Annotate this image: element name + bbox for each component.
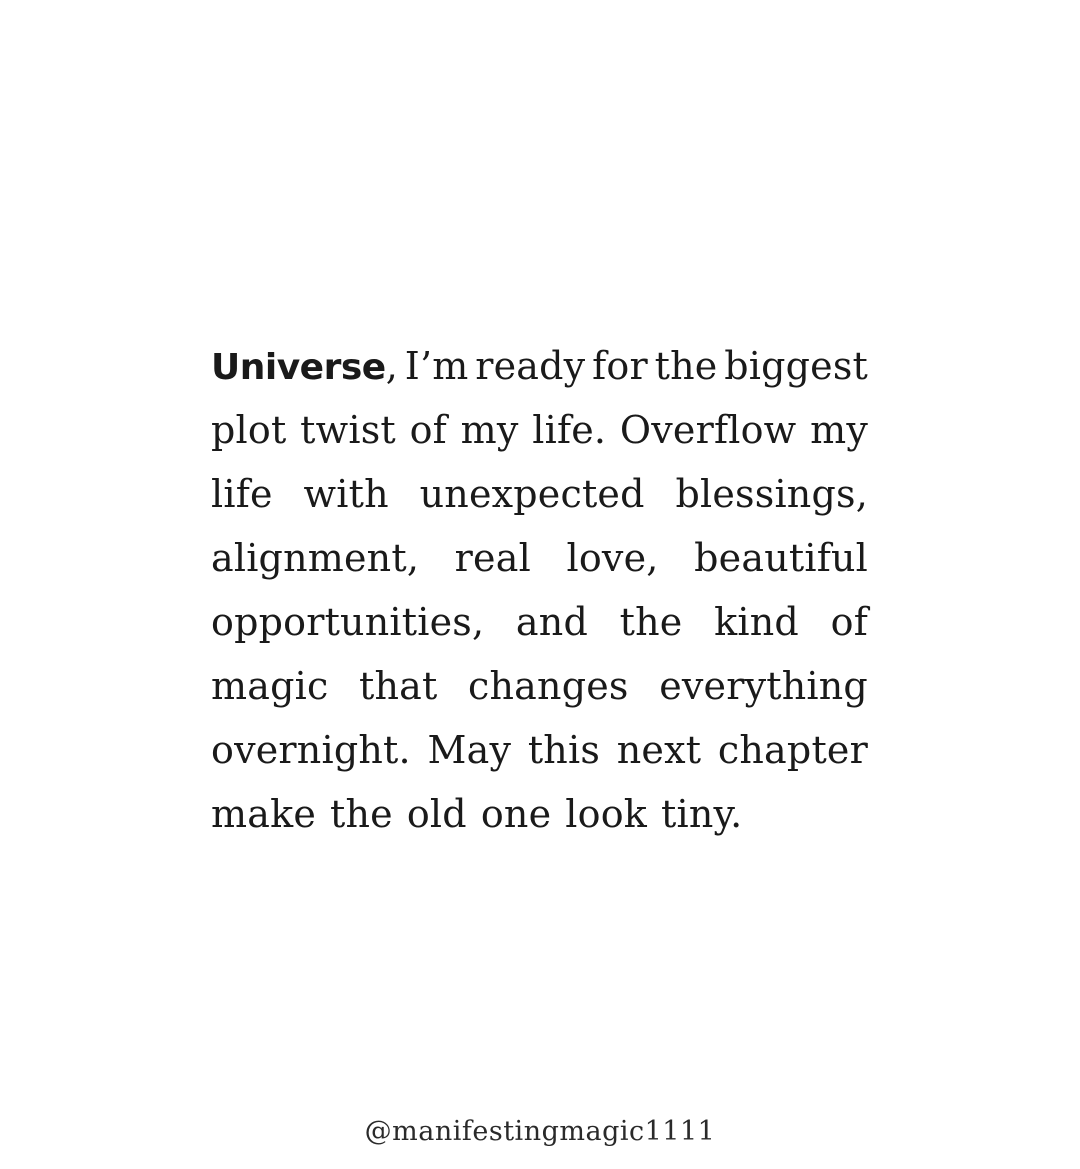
- quote-word: opportunities,: [211, 600, 485, 644]
- quote-word: next: [616, 728, 702, 772]
- quote-word: the: [654, 344, 718, 388]
- quote-line: [211, 334, 868, 398]
- quote-word: life: [211, 472, 273, 516]
- quote-word: everything: [659, 664, 868, 708]
- quote-word: beautiful: [694, 536, 868, 580]
- quote-word: for: [592, 344, 648, 388]
- quote-word: the: [330, 792, 393, 836]
- quote-word: kind: [714, 600, 799, 644]
- quote-word: Overflow: [619, 408, 797, 452]
- quote-word: alignment,: [211, 536, 420, 580]
- quote-line: [211, 654, 868, 718]
- quote-word: love,: [566, 536, 659, 580]
- quote-word: real: [454, 536, 531, 580]
- quote-word: my: [810, 408, 868, 452]
- quote-word: plot: [211, 408, 287, 452]
- quote-line: [211, 782, 868, 846]
- quote-word: this: [527, 728, 601, 772]
- quote-word: biggest: [724, 344, 868, 388]
- quote-word: unexpected: [419, 472, 645, 516]
- quote-word: twist: [300, 408, 396, 452]
- quote-word: that: [359, 664, 438, 708]
- quote-word: and: [515, 600, 588, 644]
- quote-word: changes: [468, 664, 629, 708]
- quote-word: with: [303, 472, 389, 516]
- quote-word: of: [830, 600, 868, 644]
- quote-line: [211, 718, 868, 782]
- quote-line: [211, 462, 868, 526]
- quote-word: one: [480, 792, 552, 836]
- quote-word: chapter: [717, 728, 868, 772]
- quote-word: ready: [475, 344, 586, 388]
- quote-line: [211, 590, 868, 654]
- quote-text: [211, 334, 868, 846]
- quote-word: tiny.: [661, 792, 743, 836]
- quote-word: old: [406, 792, 467, 836]
- quote-word: I’m: [404, 344, 469, 388]
- quote-word: overnight.: [211, 728, 411, 772]
- quote-word: life.: [532, 408, 607, 452]
- quote-word: of: [409, 408, 447, 452]
- quote-word: make: [211, 792, 317, 836]
- quote-word: my: [460, 408, 519, 452]
- quote-word: May: [427, 728, 512, 772]
- quote-line: [211, 398, 868, 462]
- quote-word: blessings,: [675, 472, 868, 516]
- quote-word: look: [565, 792, 648, 836]
- quote-lead-word: Universe,: [211, 344, 398, 388]
- author-handle: @manifestingmagic1111: [364, 1116, 716, 1147]
- quote-line: [211, 526, 868, 590]
- quote-word: the: [619, 600, 683, 644]
- quote-word: magic: [211, 664, 329, 708]
